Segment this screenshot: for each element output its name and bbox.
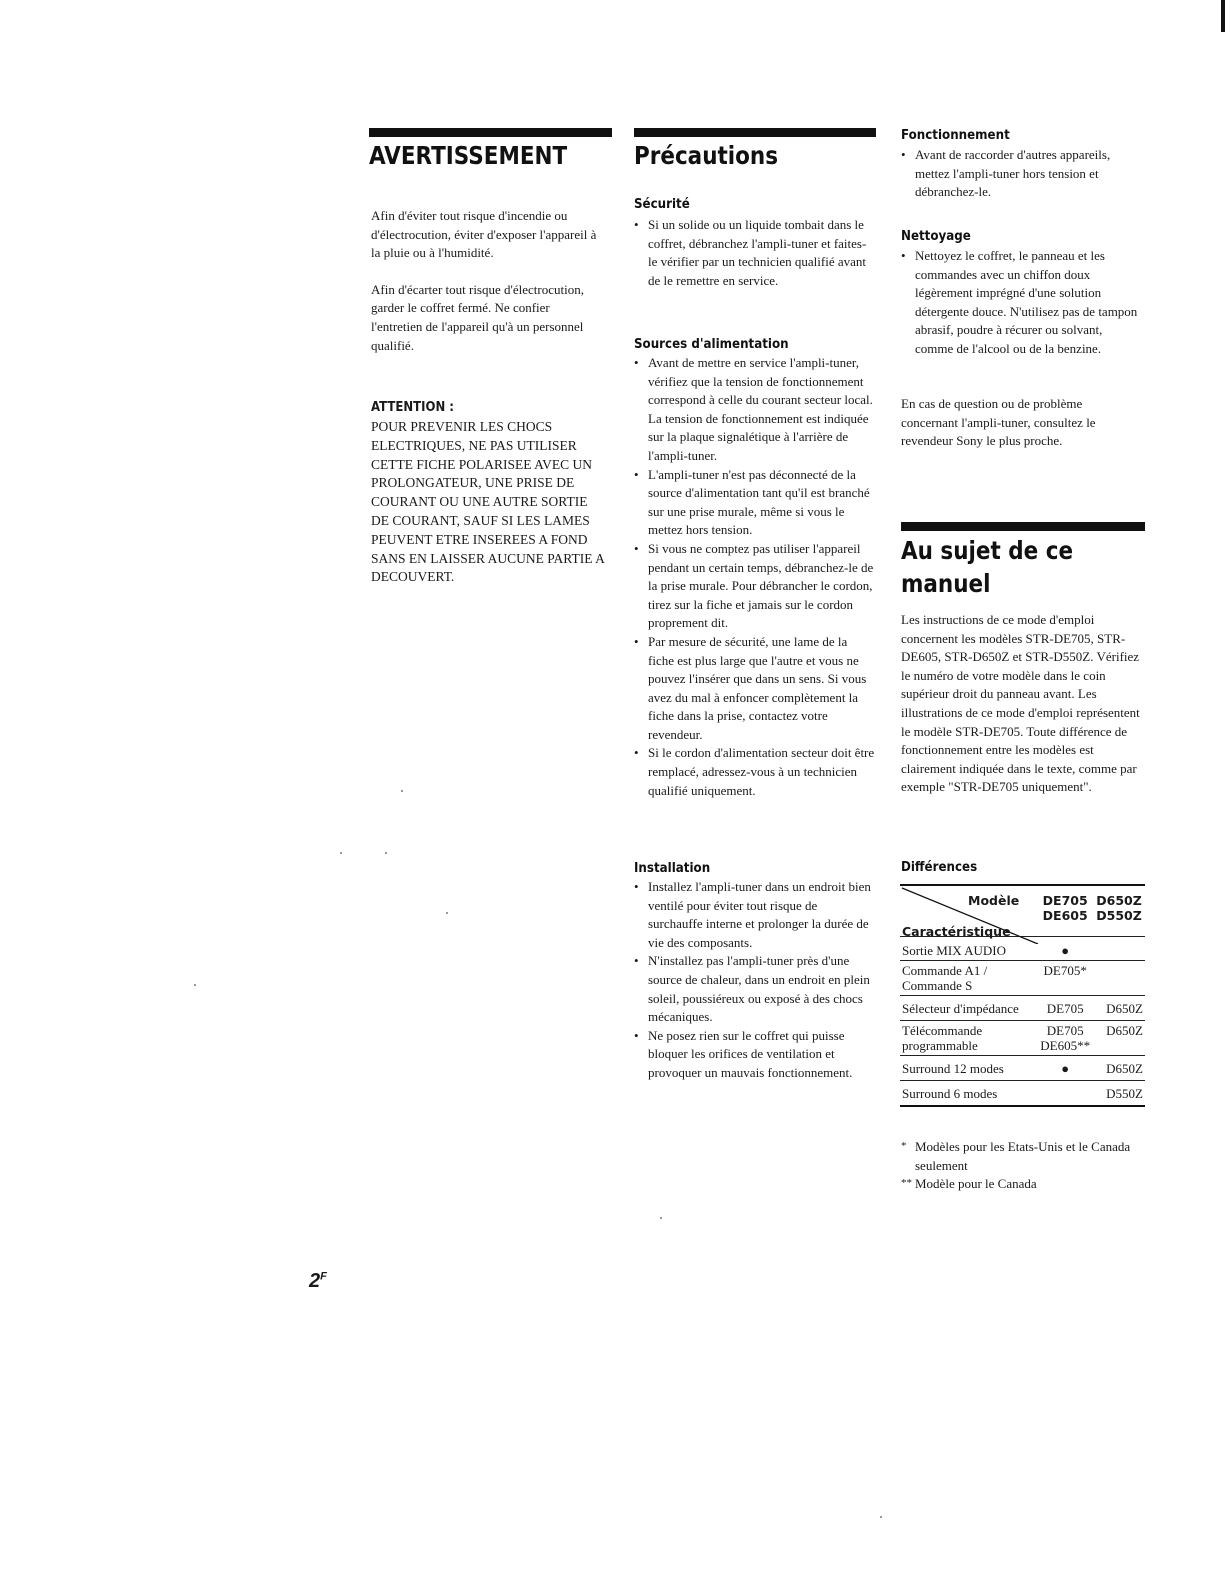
table-row [900, 1056, 1145, 1081]
value-cell: D650Z [1093, 1056, 1145, 1081]
securite-heading: Sécurité [634, 196, 690, 212]
footnote [901, 1138, 1141, 1175]
model-label: DE605 [1042, 908, 1088, 923]
list-item: • N'installez pas l'ampli-tuner près d'une source de chaleur, dans un endroit en plein soleil, poussiéreux ou exposé à des chocs mécaniques. [634, 952, 874, 1026]
avertissement-paragraph: Afin d'éviter tout risque d'incendie ou d'électrocution, éviter d'exposer l'appareil à la pluie ou à l'humidité. [371, 208, 597, 261]
sources-heading: Sources d'alimentation [634, 336, 789, 352]
feature-cell: Sortie MIX AUDIO [900, 937, 1037, 961]
value-cell: ● [1037, 937, 1093, 961]
table-row [900, 1021, 1145, 1056]
model-col-header [1037, 885, 1093, 937]
scan-speck [446, 912, 448, 914]
differences-table-wrap [900, 884, 1145, 1107]
section-rule [369, 128, 612, 137]
value-cell: ● [1037, 1056, 1093, 1081]
attention-text: POUR PREVENIR LES CHOCS ELECTRIQUES, NE PAS UTILISER CETTE FICHE POLARISEE AVEC UN PROLONGATEUR, UNE PRISE DE COURANT OU UNE AUTRE SORTIE DE COURANT, SAUF SI LES LAMES PEUVENT ETRE INSEREES A FOND SANS EN LAISSER AUCUNE PARTIE A DECOUVERT. [371, 419, 605, 585]
footnotes [901, 1138, 1141, 1194]
feature-cell: Sélecteur d'impédance [900, 996, 1037, 1021]
nettoyage-heading: Nettoyage [901, 228, 971, 244]
modele-header: Modèle [968, 893, 1020, 908]
list-item: • Si le cordon d'alimentation secteur doit être remplacé, adressez-vous à un technicien qualifié uniquement. [634, 744, 876, 800]
au-sujet-title: Au sujet de ce manuel [901, 536, 1074, 598]
value-cell [1093, 937, 1145, 961]
page-number-value: 2 [309, 1270, 321, 1292]
value-cell: D650Z [1093, 996, 1145, 1021]
attention-label: ATTENTION : [371, 400, 454, 415]
page-number-suffix: F [320, 1270, 327, 1283]
list-item: • Si vous ne comptez pas utiliser l'appareil pendant un certain temps, débranchez-le de la prise murale. Pour débrancher le cordon, tirez sur la fiche et jamais sur le cordon proprement dit. [634, 540, 876, 633]
footnote-mark: * [901, 1140, 907, 1152]
list-item: • Installez l'ampli-tuner dans un endroit bien ventilé pour éviter tout risque de surchauffe interne et prolonger la durée de vie des composants. [634, 878, 874, 952]
au-sujet-text: Les instructions de ce mode d'emploi concernent les modèles STR-DE705, STR-DE605, STR-D650Z et STR-D550Z. Vérifiez le numéro de votre modèle dans le coin supérieur droit du panneau avant. Les illustrations de ce mode d'emploi représentent le modèle STR-DE705. Toute différence de fonctionnement entre les modèles est clairement indiquée dans le texte, comme par exemple "STR-DE705 uniquement". [901, 612, 1140, 795]
nettoyage-list [901, 247, 1143, 359]
nettoyage-note: En cas de question ou de problème concernant l'ampli-tuner, consultez le revendeur Sony le plus proche. [901, 396, 1096, 449]
scan-speck [340, 852, 342, 854]
caracteristique-header: Caractéristique [902, 924, 1011, 939]
fonctionnement-heading: Fonctionnement [901, 127, 1010, 143]
list-item: • Avant de mettre en service l'ampli-tuner, vérifiez que la tension de fonctionnement correspond à celle du courant secteur local. La tension de fonctionnement est indiquée sur la plaque signalétique à l'arrière de l'ampli-tuner. [634, 354, 876, 466]
fonctionnement-list [901, 146, 1141, 202]
model-label: D550Z [1096, 908, 1142, 923]
scan-speck [880, 1516, 882, 1518]
table-row [900, 1081, 1145, 1107]
differences-table [900, 884, 1145, 1107]
differences-heading: Différences [901, 859, 978, 875]
table-row [900, 996, 1145, 1021]
value-cell: DE705 [1037, 996, 1093, 1021]
value-cell: DE705* [1037, 961, 1093, 996]
installation-list [634, 878, 874, 1083]
footnote [901, 1175, 1141, 1194]
precautions-title: Précautions [634, 141, 779, 170]
installation-heading: Installation [634, 860, 711, 876]
section-rule [901, 522, 1145, 531]
scan-speck [660, 1217, 662, 1219]
list-item: • Avant de raccorder d'autres appareils, mettez l'ampli-tuner hors tension et débranchez-le. [901, 146, 1141, 202]
avertissement-title: AVERTISSEMENT [369, 141, 568, 170]
list-item: • L'ampli-tuner n'est pas déconnecté de la source d'alimentation tant qu'il est branché sur une prise murale, même si vous le mettez hors tension. [634, 466, 876, 540]
value-cell: D650Z [1093, 1021, 1145, 1056]
value-cell [1093, 961, 1145, 996]
footnote-text: Modèle pour le Canada [915, 1176, 1037, 1192]
table-header-row [900, 885, 1145, 937]
feature-cell: Télécommande programmable [900, 1021, 1037, 1056]
feature-cell: Surround 6 modes [900, 1081, 1037, 1107]
model-label: DE705 [1042, 893, 1088, 908]
section-rule [634, 128, 876, 137]
diagonal-header-cell [900, 885, 1037, 937]
scan-speck [385, 852, 387, 854]
page-number [309, 1270, 327, 1293]
value-cell [1037, 1081, 1093, 1107]
value-cell: DE705 DE605** [1037, 1021, 1093, 1056]
feature-cell: Surround 12 modes [900, 1056, 1037, 1081]
list-item: • Ne posez rien sur le coffret qui puisse bloquer les orifices de ventilation et provoquer un mauvais fonctionnement. [634, 1027, 874, 1083]
securite-list [634, 216, 874, 290]
footnote-mark: ** [901, 1177, 912, 1190]
list-item: • Si un solide ou un liquide tombait dans le coffret, débranchez l'ampli-tuner et faites-le vérifier par un technicien qualifié avant de le remettre en service. [634, 216, 874, 290]
table-row [900, 961, 1145, 996]
scan-speck [194, 984, 196, 986]
scan-speck [401, 790, 403, 792]
list-item: • Nettoyez le coffret, le panneau et les commandes avec un chiffon doux légèrement imprégné d'une solution détergente douce. N'utilisez pas de tampon abrasif, poudre à récurer ou solvant, comme de l'alcool ou de la benzine. [901, 247, 1143, 359]
sources-list [634, 354, 876, 800]
edge-mark [1221, 0, 1225, 32]
avertissement-text [371, 207, 603, 355]
value-cell: D550Z [1093, 1081, 1145, 1107]
footnote-text: Modèles pour les Etats-Unis et le Canada seulement [915, 1139, 1131, 1173]
avertissement-paragraph: Afin d'écarter tout risque d'électrocution, garder le coffret fermé. Ne confier l'entretien de l'appareil qu'à un personnel qualifié. [371, 281, 584, 353]
feature-cell: Commande A1 / Commande S [900, 961, 1037, 996]
model-col-header [1093, 885, 1145, 937]
list-item: • Par mesure de sécurité, une lame de la fiche est plus large que l'autre et vous ne pouvez l'insérer que dans un sens. Si vous avez du mal à enfoncer complètement la fiche dans la prise, contactez votre revendeur. [634, 633, 876, 745]
model-label: D650Z [1096, 893, 1142, 908]
